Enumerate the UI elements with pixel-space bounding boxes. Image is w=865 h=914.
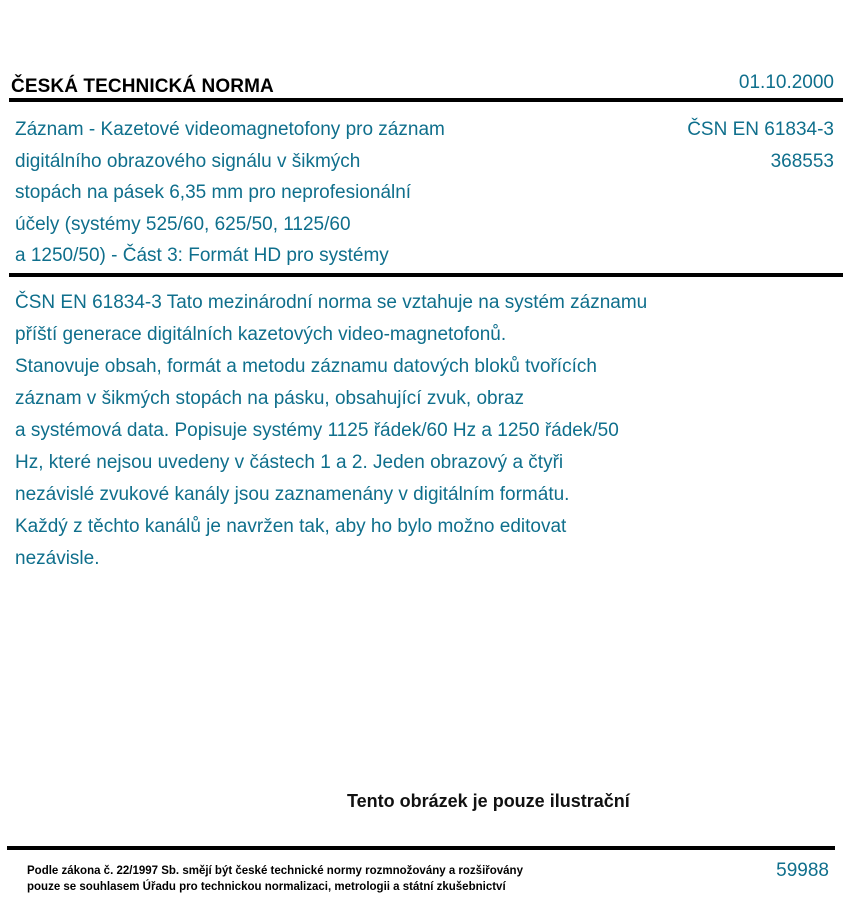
copyright-line: Podle zákona č. 22/1997 Sb. smějí být české technické normy rozmnožovány a rozšiřovány — [27, 865, 523, 877]
abstract-line: Každý z těchto kanálů je navržen tak, aby ho bylo možno editovat — [15, 516, 567, 537]
standard-number: ČSN EN 61834-3 — [687, 119, 834, 140]
abstract-line: nezávisle. — [15, 548, 100, 569]
standard-codes — [687, 114, 834, 177]
document-type-heading: ČESKÁ TECHNICKÁ NORMA — [11, 76, 274, 97]
footer-divider — [7, 846, 835, 850]
title-divider — [9, 273, 843, 277]
title-line: stopách na pásek 6,35 mm pro neprofesionální — [15, 182, 412, 203]
abstract-line: příští generace digitálních kazetových video-magnetofonů. — [15, 324, 507, 345]
title-line: účely (systémy 525/60, 625/50, 1125/60 — [15, 213, 351, 235]
header-divider — [9, 98, 843, 102]
copyright-line: pouze se souhlasem Úřadu pro technickou normalizaci, metrologii a státní zkušebnictví — [27, 881, 506, 893]
illustration-notice: Tento obrázek je pouze ilustrační — [347, 791, 630, 811]
catalog-number: 59988 — [776, 860, 829, 881]
copyright-notice — [27, 863, 523, 895]
abstract-line: nezávislé zvukové kanály jsou zaznamenány v digitálním formátu. — [15, 484, 570, 505]
standard-title — [15, 114, 535, 272]
publication-date: 01.10.2000 — [738, 72, 834, 93]
title-line: digitálního obrazového signálu v šikmých — [15, 150, 361, 172]
abstract-line: Hz, které nejsou uvedeny v částech 1 a 2. Jeden obrazový a čtyři — [15, 452, 564, 473]
title-line: Záznam - Kazetové videomagnetofony pro záznam — [15, 119, 445, 140]
abstract-line: záznam v šikmých stopách na pásku, obsahující zvuk, obraz — [15, 388, 525, 409]
class-number: 368553 — [770, 150, 834, 172]
abstract-text — [15, 287, 755, 575]
abstract-line: ČSN EN 61834-3 Tato mezinárodní norma se vztahuje na systém záznamu — [15, 292, 648, 313]
abstract-line: a systémová data. Popisuje systémy 1125 řádek/60 Hz a 1250 řádek/50 — [15, 420, 619, 441]
title-line: a 1250/50) - Část 3: Formát HD pro systémy — [15, 245, 389, 266]
abstract-line: Stanovuje obsah, formát a metodu záznamu datových bloků tvořících — [15, 356, 597, 377]
